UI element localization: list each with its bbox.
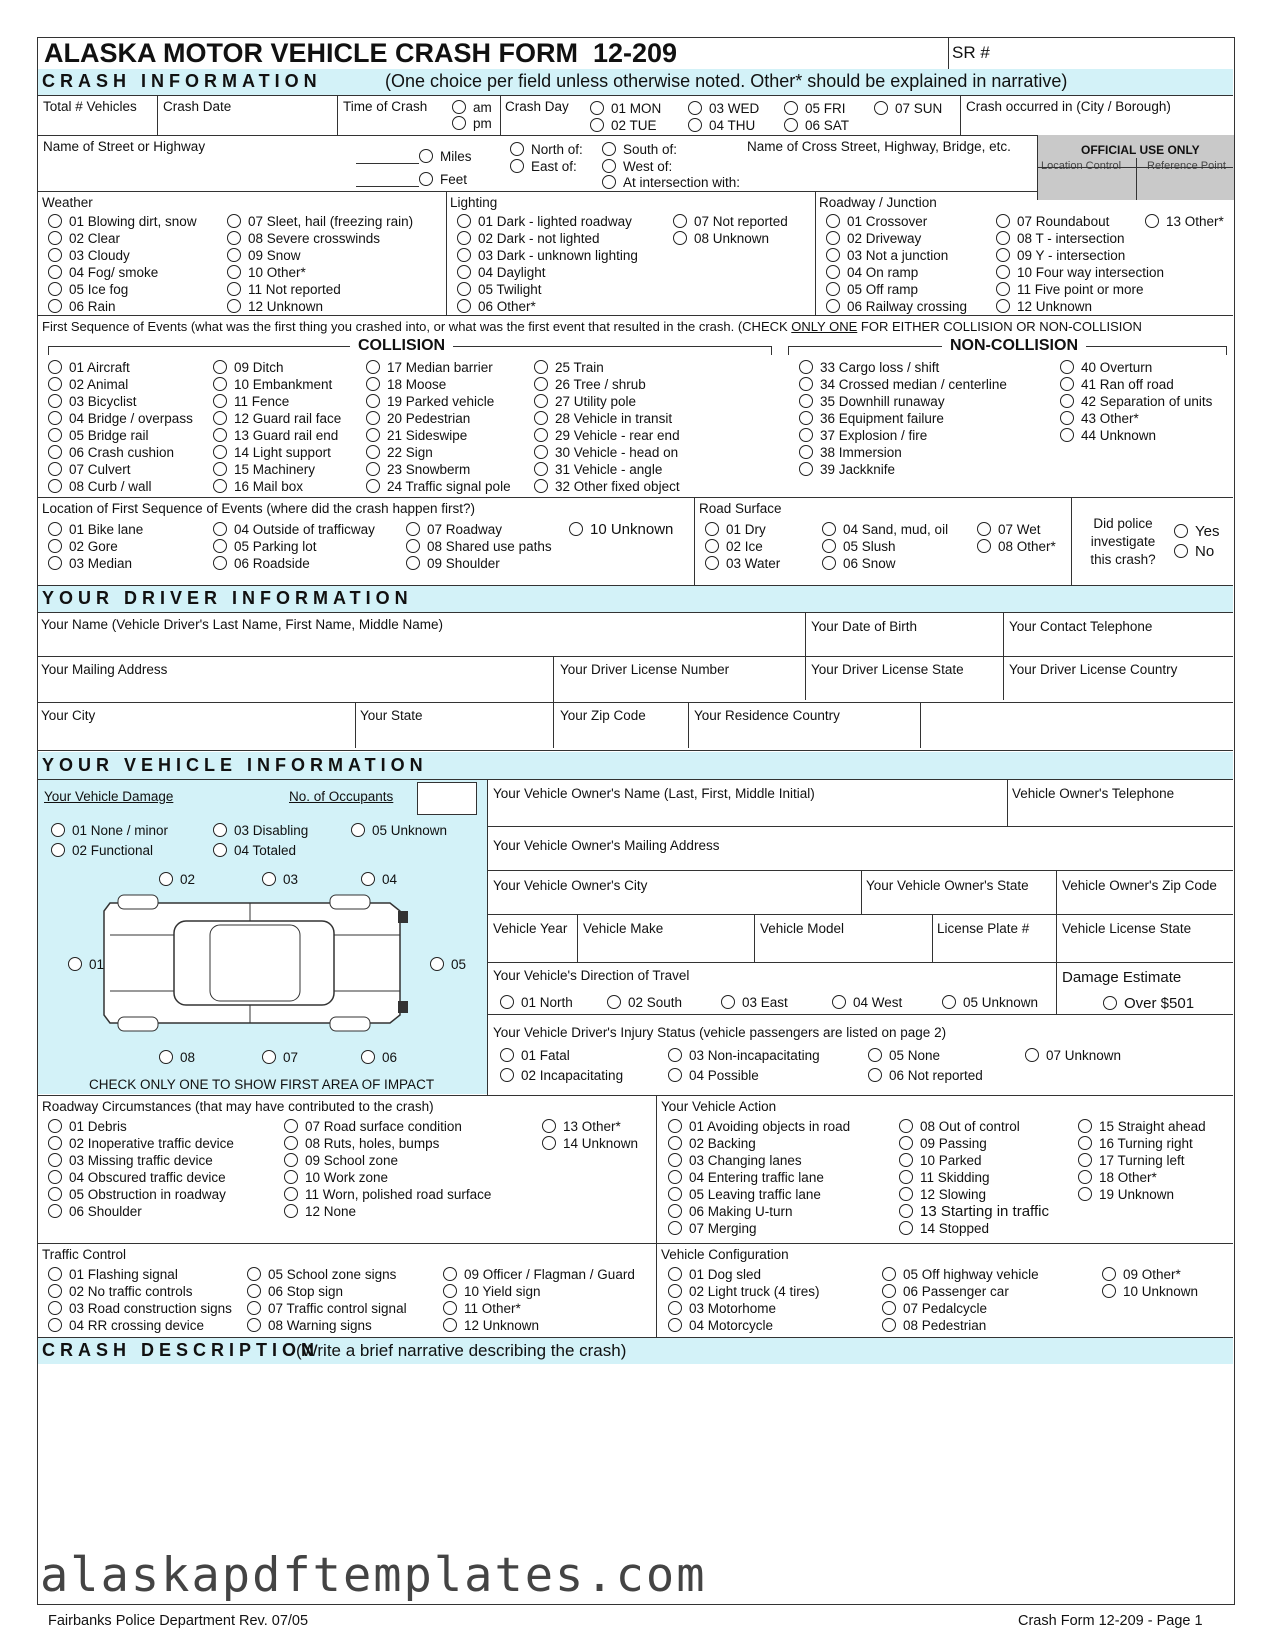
action-option[interactable]: 05 Leaving traffic lane (668, 1186, 850, 1203)
at-intersection-radio[interactable]: At intersection with: (602, 174, 740, 191)
day-wed-radio[interactable]: 03 WED (688, 100, 759, 117)
collision-heading: COLLISION (350, 337, 453, 355)
config-option[interactable]: 05 Off highway vehicle (882, 1266, 1039, 1283)
driver-zip-field[interactable]: Your Zip Code (560, 708, 646, 723)
collision-option[interactable]: 01 Aircraft (48, 359, 193, 376)
collision-option[interactable]: 20 Pedestrian (366, 410, 511, 427)
lighting-option[interactable]: 05 Twilight (457, 281, 638, 298)
collision-option[interactable]: 28 Vehicle in transit (534, 410, 680, 427)
weather-option[interactable]: 08 Severe crosswinds (227, 230, 413, 247)
collision-option[interactable]: 15 Machinery (213, 461, 341, 478)
location-control-label: Location Control (1041, 160, 1122, 172)
day-mon-radio[interactable]: 01 MON (590, 100, 661, 117)
traffic-control-label: Traffic Control (42, 1247, 127, 1262)
collision-option[interactable]: 10 Embankment (213, 376, 341, 393)
footer-right: Crash Form 12-209 - Page 1 (1018, 1613, 1203, 1629)
crash-city-field[interactable]: Crash occurred in (City / Borough) (966, 99, 1171, 114)
surface-option[interactable]: 02 Ice (705, 538, 780, 555)
roadway-option[interactable]: 03 Not a junction (826, 247, 967, 264)
police-yes-radio[interactable]: Yes (1174, 523, 1219, 540)
weather-option[interactable]: 03 Cloudy (48, 247, 197, 264)
surface-option[interactable]: 07 Wet (977, 521, 1056, 538)
traffic-control-option[interactable]: 03 Road construction signs (48, 1300, 232, 1317)
impact-area-07-radio[interactable]: 07 (262, 1049, 298, 1066)
am-radio[interactable]: am (452, 99, 492, 116)
non-collision-option[interactable]: 37 Explosion / fire (799, 427, 1007, 444)
damage-option[interactable]: 05 Unknown (351, 822, 447, 839)
lighting-label: Lighting (450, 195, 498, 210)
config-option[interactable]: 08 Pedestrian (882, 1317, 1039, 1334)
damage-option[interactable]: 02 Functional (51, 842, 153, 859)
injury-option[interactable]: 03 Non-incapacitating (668, 1047, 820, 1064)
location-option[interactable]: 03 Median (48, 555, 143, 572)
vehicle-impact-diagram (100, 893, 415, 1033)
config-option[interactable]: 02 Light truck (4 tires) (668, 1283, 820, 1300)
action-option[interactable]: 03 Changing lanes (668, 1152, 850, 1169)
occupants-label: No. of Occupants (289, 789, 394, 804)
impact-note: CHECK ONLY ONE TO SHOW FIRST AREA OF IMPACT (89, 1077, 435, 1092)
roadway-option[interactable]: 12 Unknown (996, 298, 1164, 315)
collision-option[interactable]: 03 Bicyclist (48, 393, 193, 410)
collision-option[interactable]: 17 Median barrier (366, 359, 511, 376)
roadway-option[interactable]: 08 T - intersection (996, 230, 1164, 247)
over-501-radio[interactable]: Over $501 (1103, 995, 1194, 1012)
collision-option[interactable]: 22 Sign (366, 444, 511, 461)
impact-area-02-radio[interactable]: 02 (159, 871, 195, 888)
direction-option[interactable]: 03 East (721, 994, 788, 1011)
impact-area-06-radio[interactable]: 06 (361, 1049, 397, 1066)
driver-info-heading: YOUR DRIVER INFORMATION (42, 588, 413, 608)
roadway-label: Roadway / Junction (819, 195, 937, 210)
location-option[interactable]: 01 Bike lane (48, 521, 143, 538)
roadway-option[interactable]: 11 Five point or more (996, 281, 1164, 298)
injury-option[interactable]: 06 Not reported (868, 1067, 983, 1084)
miles-radio[interactable]: Miles (419, 148, 472, 165)
collision-option[interactable]: 08 Curb / wall (48, 478, 193, 495)
roadway-option[interactable]: 10 Four way intersection (996, 264, 1164, 281)
action-option[interactable]: 12 Slowing (899, 1186, 1049, 1203)
weather-option[interactable]: 04 Fog/ smoke (48, 264, 197, 281)
roadway-option[interactable]: 07 Roundabout (996, 213, 1164, 230)
location-option[interactable]: 10 Unknown (569, 521, 673, 538)
collision-option[interactable]: 09 Ditch (213, 359, 341, 376)
action-option[interactable]: 07 Merging (668, 1220, 850, 1237)
roadway-option[interactable]: 02 Driveway (826, 230, 967, 247)
driver-phone-field[interactable]: Your Contact Telephone (1009, 619, 1153, 634)
day-fri-radio[interactable]: 05 FRI (784, 100, 846, 117)
collision-option[interactable]: 32 Other fixed object (534, 478, 680, 495)
circumstance-option[interactable]: 06 Shoulder (48, 1203, 234, 1220)
injury-option[interactable]: 01 Fatal (500, 1047, 623, 1064)
non-collision-option[interactable]: 40 Overturn (1060, 359, 1212, 376)
vehicle-config-label: Vehicle Configuration (661, 1247, 789, 1262)
non-collision-option[interactable]: 33 Cargo loss / shift (799, 359, 1007, 376)
location-option[interactable]: 04 Outside of trafficway (213, 521, 375, 538)
lighting-option[interactable]: 03 Dark - unknown lighting (457, 247, 638, 264)
injury-status-label: Your Vehicle Driver's Injury Status (vehicle passengers are listed on page 2) (493, 1025, 947, 1040)
driver-country-field[interactable]: Your Residence Country (694, 708, 840, 723)
weather-option[interactable]: 01 Blowing dirt, snow (48, 213, 197, 230)
action-option[interactable]: 14 Stopped (899, 1220, 1049, 1237)
weather-option[interactable]: 07 Sleet, hail (freezing rain) (227, 213, 413, 230)
traffic-control-option[interactable]: 06 Stop sign (247, 1283, 407, 1300)
damage-estimate-label: Damage Estimate (1062, 969, 1182, 986)
config-option[interactable]: 09 Other* (1102, 1266, 1198, 1283)
weather-option[interactable]: 10 Other* (227, 264, 413, 281)
total-vehicles-field[interactable]: Total # Vehicles (43, 99, 137, 114)
action-option[interactable]: 11 Skidding (899, 1169, 1049, 1186)
circumstance-option[interactable]: 12 None (284, 1203, 491, 1220)
damage-option[interactable]: 03 Disabling (213, 822, 308, 839)
collision-option[interactable]: 14 Light support (213, 444, 341, 461)
action-option[interactable]: 17 Turning left (1078, 1152, 1206, 1169)
impact-area-08-radio[interactable]: 08 (159, 1049, 195, 1066)
traffic-control-option[interactable]: 09 Officer / Flagman / Guard (443, 1266, 635, 1283)
collision-option[interactable]: 18 Moose (366, 376, 511, 393)
collision-option[interactable]: 12 Guard rail face (213, 410, 341, 427)
circumstances-label: Roadway Circumstances (that may have contributed to the crash) (42, 1099, 434, 1114)
traffic-control-option[interactable]: 08 Warning signs (247, 1317, 407, 1334)
form-title: ALASKA MOTOR VEHICLE CRASH FORM 12-209 (44, 38, 678, 68)
config-option[interactable]: 10 Unknown (1102, 1283, 1198, 1300)
action-option[interactable]: 01 Avoiding objects in road (668, 1118, 850, 1135)
impact-area-04-radio[interactable]: 04 (361, 871, 397, 888)
circumstance-option[interactable]: 09 School zone (284, 1152, 491, 1169)
vehicle-make-field[interactable]: Vehicle Make (583, 921, 664, 936)
non-collision-option[interactable]: 43 Other* (1060, 410, 1212, 427)
action-option[interactable]: 02 Backing (668, 1135, 850, 1152)
collision-option[interactable]: 07 Culvert (48, 461, 193, 478)
impact-area-05-radio[interactable]: 05 (430, 956, 466, 973)
config-option[interactable]: 06 Passenger car (882, 1283, 1039, 1300)
traffic-control-option[interactable]: 04 RR crossing device (48, 1317, 232, 1334)
official-use-label: OFFICIAL USE ONLY (1081, 143, 1200, 157)
impact-area-03-radio[interactable]: 03 (262, 871, 298, 888)
crash-day-label: Crash Day (505, 99, 569, 114)
config-option[interactable]: 01 Dog sled (668, 1266, 820, 1283)
config-option[interactable]: 03 Motorhome (668, 1300, 820, 1317)
location-option[interactable]: 08 Shared use paths (406, 538, 552, 555)
weather-option[interactable]: 05 Ice fog (48, 281, 197, 298)
driver-license-country-field[interactable]: Your Driver License Country (1009, 662, 1178, 677)
circumstance-option[interactable]: 11 Worn, polished road surface (284, 1186, 491, 1203)
owner-phone-field[interactable]: Vehicle Owner's Telephone (1012, 786, 1175, 801)
traffic-control-option[interactable]: 11 Other* (443, 1300, 635, 1317)
roadway-option[interactable]: 01 Crossover (826, 213, 967, 230)
events-label: First Sequence of Events (what was the first thing you crashed into, or what was the first event that resulted in the crash. (CHECK ONLY ONE FOR EITHER COLLISION OR NON-COLLISION (42, 319, 1142, 334)
owner-zip-field[interactable]: Vehicle Owner's Zip Code (1062, 878, 1217, 893)
config-option[interactable]: 04 Motorcycle (668, 1317, 820, 1334)
weather-option[interactable]: 09 Snow (227, 247, 413, 264)
impact-area-01-radio[interactable]: 01 (68, 956, 104, 973)
driver-name-field[interactable]: Your Name (Vehicle Driver's Last Name, First Name, Middle Name) (41, 617, 443, 632)
circumstance-option[interactable]: 13 Other* (542, 1118, 638, 1135)
traffic-control-option[interactable]: 01 Flashing signal (48, 1266, 232, 1283)
roadway-option[interactable]: 09 Y - intersection (996, 247, 1164, 264)
vehicle-year-field[interactable]: Vehicle Year (493, 921, 568, 936)
crash-info-note: (One choice per field unless otherwise noted. Other* should be explained in narrative) (385, 71, 1068, 91)
feet-radio[interactable]: Feet (419, 171, 467, 188)
lighting-option[interactable]: 01 Dark - lighted roadway (457, 213, 638, 230)
traffic-control-option[interactable]: 12 Unknown (443, 1317, 635, 1334)
weather-label: Weather (42, 195, 93, 210)
circumstance-option[interactable]: 08 Ruts, holes, bumps (284, 1135, 491, 1152)
action-option[interactable]: 16 Turning right (1078, 1135, 1206, 1152)
roadway-option[interactable]: 04 On ramp (826, 264, 967, 281)
collision-option[interactable]: 30 Vehicle - head on (534, 444, 680, 461)
cross-street-field[interactable]: Name of Cross Street, Highway, Bridge, etc. (747, 139, 1011, 154)
collision-option[interactable]: 06 Crash cushion (48, 444, 193, 461)
weather-option[interactable]: 12 Unknown (227, 298, 413, 315)
circumstance-option[interactable]: 05 Obstruction in roadway (48, 1186, 234, 1203)
roadway-option[interactable]: 13 Other* (1145, 213, 1224, 230)
surface-option[interactable]: 01 Dry (705, 521, 780, 538)
driver-state-field[interactable]: Your State (360, 708, 423, 723)
collision-option[interactable]: 02 Animal (48, 376, 193, 393)
west-of-radio[interactable]: West of: (602, 158, 672, 175)
collision-option[interactable]: 25 Train (534, 359, 680, 376)
driver-license-state-field[interactable]: Your Driver License State (811, 662, 964, 677)
action-option[interactable]: 13 Starting in traffic (899, 1203, 1049, 1220)
collision-option[interactable]: 11 Fence (213, 393, 341, 410)
vehicle-model-field[interactable]: Vehicle Model (760, 921, 845, 936)
direction-option[interactable]: 04 West (832, 994, 902, 1011)
police-investigate-label: Did police investigate this crash? (1090, 516, 1156, 567)
traffic-control-option[interactable]: 10 Yield sign (443, 1283, 635, 1300)
driver-license-field[interactable]: Your Driver License Number (560, 662, 730, 677)
collision-option[interactable]: 16 Mail box (213, 478, 341, 495)
day-sat-radio[interactable]: 06 SAT (784, 117, 849, 134)
collision-option[interactable]: 29 Vehicle - rear end (534, 427, 680, 444)
circumstance-option[interactable]: 01 Debris (48, 1118, 234, 1135)
watermark-text: alaskapdftemplates.com (40, 1548, 707, 1603)
traffic-control-option[interactable]: 02 No traffic controls (48, 1283, 232, 1300)
action-option[interactable]: 04 Entering traffic lane (668, 1169, 850, 1186)
weather-option[interactable]: 06 Rain (48, 298, 197, 315)
collision-option[interactable]: 13 Guard rail end (213, 427, 341, 444)
sr-number-field[interactable]: SR # (952, 43, 990, 62)
collision-option[interactable]: 27 Utility pole (534, 393, 680, 410)
non-collision-option[interactable]: 42 Separation of units (1060, 393, 1212, 410)
street-name-field[interactable]: Name of Street or Highway (43, 139, 206, 154)
collision-option[interactable]: 04 Bridge / overpass (48, 410, 193, 427)
circumstance-option[interactable]: 10 Work zone (284, 1169, 491, 1186)
occupants-input[interactable] (417, 782, 477, 815)
driver-dob-field[interactable]: Your Date of Birth (811, 619, 918, 634)
lighting-option[interactable]: 04 Daylight (457, 264, 638, 281)
injury-option[interactable]: 02 Incapacitating (500, 1067, 623, 1084)
surface-option[interactable]: 03 Water (705, 555, 780, 572)
injury-option[interactable]: 05 None (868, 1047, 983, 1064)
circumstance-option[interactable]: 07 Road surface condition (284, 1118, 491, 1135)
north-of-radio[interactable]: North of: (510, 141, 583, 158)
surface-option[interactable]: 06 Snow (822, 555, 948, 572)
weather-option[interactable]: 02 Clear (48, 230, 197, 247)
owner-address-field[interactable]: Your Vehicle Owner's Mailing Address (493, 838, 720, 853)
injury-option[interactable]: 07 Unknown (1025, 1047, 1121, 1064)
crash-info-heading: CRASH INFORMATION (42, 71, 322, 91)
lighting-option[interactable]: 07 Not reported (673, 213, 788, 230)
location-option[interactable]: 05 Parking lot (213, 538, 375, 555)
owner-state-field[interactable]: Your Vehicle Owner's State (866, 878, 1029, 893)
day-tue-radio[interactable]: 02 TUE (590, 117, 657, 134)
direction-label: Your Vehicle's Direction of Travel (493, 968, 690, 983)
collision-option[interactable]: 21 Sideswipe (366, 427, 511, 444)
location-label: Location of First Sequence of Events (where did the crash happen first?) (42, 501, 475, 516)
action-option[interactable]: 10 Parked (899, 1152, 1049, 1169)
collision-option[interactable]: 31 Vehicle - angle (534, 461, 680, 478)
roadway-option[interactable]: 05 Off ramp (826, 281, 967, 298)
circumstance-option[interactable]: 14 Unknown (542, 1135, 638, 1152)
collision-option[interactable]: 05 Bridge rail (48, 427, 193, 444)
surface-option[interactable]: 04 Sand, mud, oil (822, 521, 948, 538)
lighting-option[interactable]: 06 Other* (457, 298, 638, 315)
location-option[interactable]: 06 Roadside (213, 555, 375, 572)
config-option[interactable]: 07 Pedalcycle (882, 1300, 1039, 1317)
license-state-field[interactable]: Vehicle License State (1062, 921, 1192, 936)
collision-option[interactable]: 26 Tree / shrub (534, 376, 680, 393)
crash-description-heading: CRASH DESCRIPTION (42, 1340, 320, 1360)
reference-point-label: Reference Point (1147, 160, 1226, 172)
action-option[interactable]: 18 Other* (1078, 1169, 1206, 1186)
circumstance-option[interactable]: 02 Inoperative traffic device (48, 1135, 234, 1152)
location-option[interactable]: 02 Gore (48, 538, 143, 555)
day-sun-radio[interactable]: 07 SUN (874, 100, 942, 117)
direction-option[interactable]: 01 North (500, 994, 573, 1011)
non-collision-heading: NON-COLLISION (942, 337, 1086, 355)
non-collision-option[interactable]: 34 Crossed median / centerline (799, 376, 1007, 393)
driver-city-field[interactable]: Your City (41, 708, 96, 723)
traffic-control-option[interactable]: 07 Traffic control signal (247, 1300, 407, 1317)
surface-option[interactable]: 08 Other* (977, 538, 1056, 555)
circumstance-option[interactable]: 04 Obscured traffic device (48, 1169, 234, 1186)
action-option[interactable]: 19 Unknown (1078, 1186, 1206, 1203)
non-collision-option[interactable]: 35 Downhill runaway (799, 393, 1007, 410)
collision-option[interactable]: 24 Traffic signal pole (366, 478, 511, 495)
non-collision-option[interactable]: 41 Ran off road (1060, 376, 1212, 393)
weather-option[interactable]: 11 Not reported (227, 281, 413, 298)
owner-name-field[interactable]: Your Vehicle Owner's Name (Last, First, Middle Initial) (493, 786, 815, 801)
action-option[interactable]: 09 Passing (899, 1135, 1049, 1152)
collision-option[interactable]: 23 Snowberm (366, 461, 511, 478)
roadway-option[interactable]: 06 Railway crossing (826, 298, 967, 315)
time-of-crash-field[interactable]: Time of Crash (343, 99, 428, 114)
location-option[interactable]: 07 Roadway (406, 521, 552, 538)
crash-date-field[interactable]: Crash Date (163, 99, 232, 114)
lighting-option[interactable]: 02 Dark - not lighted (457, 230, 638, 247)
non-collision-option[interactable]: 36 Equipment failure (799, 410, 1007, 427)
damage-option[interactable]: 04 Totaled (213, 842, 296, 859)
action-option[interactable]: 06 Making U-turn (668, 1203, 850, 1220)
location-option[interactable]: 09 Shoulder (406, 555, 552, 572)
police-no-radio[interactable]: No (1174, 543, 1214, 560)
day-thu-radio[interactable]: 04 THU (688, 117, 755, 134)
east-of-radio[interactable]: East of: (510, 158, 577, 175)
lighting-option[interactable]: 08 Unknown (673, 230, 788, 247)
circumstance-option[interactable]: 03 Missing traffic device (48, 1152, 234, 1169)
traffic-control-option[interactable]: 05 School zone signs (247, 1266, 407, 1283)
injury-option[interactable]: 04 Possible (668, 1067, 820, 1084)
footer-left: Fairbanks Police Department Rev. 07/05 (48, 1613, 309, 1629)
action-option[interactable]: 08 Out of control (899, 1118, 1049, 1135)
vehicle-damage-label: Your Vehicle Damage (44, 789, 174, 804)
direction-option[interactable]: 02 South (607, 994, 682, 1011)
pm-radio[interactable]: pm (452, 115, 492, 132)
direction-option[interactable]: 05 Unknown (942, 994, 1038, 1011)
action-option[interactable]: 15 Straight ahead (1078, 1118, 1206, 1135)
owner-city-field[interactable]: Your Vehicle Owner's City (493, 878, 648, 893)
non-collision-option[interactable]: 39 Jackknife (799, 461, 1007, 478)
damage-option[interactable]: 01 None / minor (51, 822, 168, 839)
south-of-radio[interactable]: South of: (602, 141, 677, 158)
vehicle-info-heading: YOUR VEHICLE INFORMATION (42, 755, 428, 775)
license-plate-field[interactable]: License Plate # (937, 921, 1030, 936)
collision-option[interactable]: 19 Parked vehicle (366, 393, 511, 410)
vehicle-action-label: Your Vehicle Action (661, 1099, 777, 1114)
crash-description-note: (Write a brief narrative describing the crash) (296, 1341, 627, 1360)
driver-address-field[interactable]: Your Mailing Address (41, 662, 168, 677)
surface-option[interactable]: 05 Slush (822, 538, 948, 555)
non-collision-option[interactable]: 38 Immersion (799, 444, 1007, 461)
road-surface-label: Road Surface (699, 501, 782, 516)
non-collision-option[interactable]: 44 Unknown (1060, 427, 1212, 444)
